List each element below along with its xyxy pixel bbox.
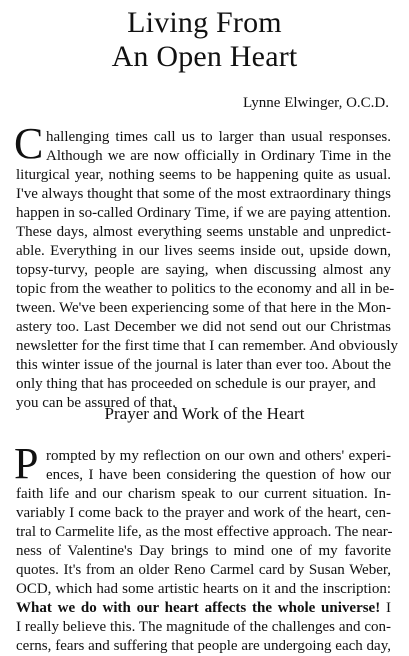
text-line: OCD, which had some artistic hearts on it and the inscription: — [16, 581, 391, 597]
text-line-bold — [16, 599, 391, 618]
text-line: hallenging times call us to larger than usual responses. — [46, 129, 391, 145]
text-line: happen in so-called Ordinary Time, if we are paying attention. — [16, 205, 391, 221]
text-line: ness of Valentine's Day brings to mind one of my favorite — [16, 543, 391, 559]
text-line: quotes. It's from an older Reno Carmel card by Susan Weber, — [16, 562, 391, 578]
author-byline: Lynne Elwinger, O.C.D. — [242, 95, 389, 111]
article-title-line-1: Living From — [127, 6, 282, 39]
text-line: These days, almost everything seems unstable and unpredict- — [16, 224, 391, 240]
text-line: topic from the weather to politics to the economy and all in be- — [16, 281, 395, 297]
text-line: able. Everything in our lives seems inside out, upside down, — [16, 243, 391, 259]
text-line: tween. We've been experiencing some of that here in the Mon- — [16, 300, 391, 316]
text-line: topsy-turvy, people are saying, when discussing almost any — [16, 262, 391, 278]
text-line: variably I come back to the prayer and work of the heart, cen- — [16, 505, 391, 521]
article-title-line-2: An Open Heart — [111, 40, 298, 73]
bold-quote: What we do with our heart affects the whole universe! — [16, 600, 381, 616]
text-line: tral to Carmelite life, as the most effective approach. The near- — [16, 524, 393, 540]
drop-cap: P — [14, 439, 39, 488]
text-line: rompted by my reflection on our own and others' experi- — [46, 448, 391, 464]
line-tail: I — [386, 600, 391, 616]
text-line: I've always thought that some of the most extraordinary things — [16, 186, 391, 202]
text-line: faith life and our charism speak to our current situation. In- — [16, 486, 391, 502]
text-line: this winter issue of the journal is later than ever too. About the — [16, 357, 391, 373]
text-line: liturgical year, nothing seems to be happening quite as usual. — [16, 167, 391, 183]
text-line: only thing that has proceeded on schedule is our prayer, and — [16, 376, 376, 392]
text-line: astery too. Last December we did not send out our Christmas — [16, 319, 391, 335]
text-line: you can be assured of that. — [16, 395, 176, 411]
text-line: newsletter for the first time that I can remember. And obviously — [16, 338, 398, 354]
text-line: ences, I have been considering the question of how our — [46, 467, 391, 483]
text-line: Although we are now officially in Ordinary Time in the — [46, 148, 391, 164]
section-heading: Prayer and Work of the Heart — [104, 404, 305, 423]
drop-cap: C — [14, 119, 44, 168]
text-line: cerns, fears and suffering that people are undergoing each day, — [16, 638, 391, 654]
text-line: I really believe this. The magnitude of the challenges and con- — [16, 619, 391, 635]
